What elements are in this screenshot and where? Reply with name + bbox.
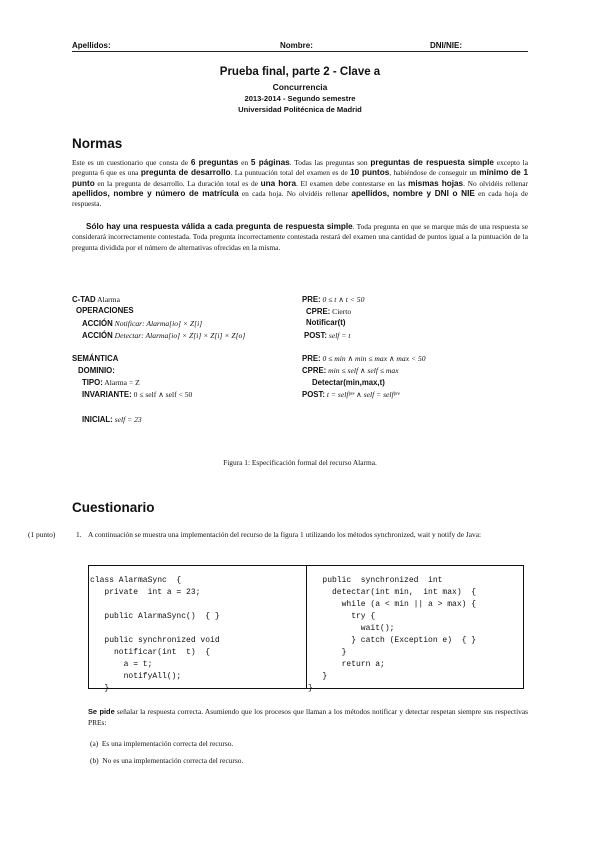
- normas-p1-segment: 10 puntos: [350, 168, 390, 178]
- normas-p1-segment: en la pregunta de desarrollo. La duración total es de: [94, 178, 261, 188]
- question-1-prompt: Se pide señalar la respuesta correcta. Asumiendo que los procesos que llaman a los métodos notificar y detectar respetan siempre sus respectivas PREs:: [88, 707, 528, 727]
- normas-p1-segment: Este es un cuestionario que consta de: [72, 158, 191, 167]
- figure-caption: Figura 1: Especificación formal del recurso Alarma.: [223, 458, 377, 467]
- normas-p2-segment: Sólo hay una respuesta válida a cada pregunta de respuesta simple: [86, 222, 353, 231]
- normas-p1-segment: , habiéndose de conseguir un: [389, 168, 480, 178]
- spec-post-notificar: POST: self = t: [304, 331, 351, 340]
- normas-p1-segment: en cada hoja. No olvidéis rellenar: [238, 188, 352, 198]
- normas-paragraph-1: [72, 158, 528, 209]
- normas-p2-segment: . Toda pregunta en que se marque más de una respuesta se considerará incorrectamente contestada. Toda pregunta incorrectamente contestada restará del examen una cantidad de puntos igual a la puntuación de la pregunta dividida por el número de alternativas ofrecidas en la misma.: [72, 222, 528, 252]
- normas-p1-segment: en: [238, 158, 251, 167]
- spec-operaciones: OPERACIONES: [76, 306, 134, 315]
- normas-p1-segment: preguntas de respuesta simple: [370, 158, 494, 167]
- normas-p1-segment: una hora: [260, 178, 297, 188]
- spec-pre-detectar: PRE: 0 ≤ min ∧ min ≤ max ∧ max < 50: [302, 354, 426, 363]
- spec-op-detectar: Detectar(min,max,t): [312, 378, 385, 387]
- question-1-points: (1 punto): [28, 530, 56, 539]
- nombre-label: Nombre:: [280, 41, 313, 50]
- cuestionario-heading: Cuestionario: [72, 500, 155, 515]
- exam-university: Universidad Politécnica de Madrid: [238, 105, 362, 114]
- spec-ctad: C-TAD Alarma: [72, 295, 120, 304]
- spec-cpre-notificar: CPRE: Cierto: [306, 307, 352, 316]
- normas-p1-segment: . El examen debe contestarse en las: [296, 178, 409, 188]
- normas-p1-segment: apellidos, nombre y DNI o NIE: [351, 188, 475, 198]
- normas-p1-segment: 6 preguntas: [190, 158, 239, 167]
- question-1-number: 1.: [76, 530, 82, 539]
- exam-subject: Concurrencia: [272, 82, 328, 92]
- option-a[interactable]: (a) Es una implementación correcta del recurso.: [90, 739, 234, 748]
- normas-p1-segment: mínimo de 1 punto: [72, 168, 529, 188]
- spec-dominio: DOMINIO:: [78, 366, 115, 375]
- header-rule: [72, 51, 528, 52]
- normas-p1-segment: excepto la pregunta 6 que es una: [72, 158, 528, 178]
- spec-inicial: INICIAL: self = 23: [82, 415, 142, 424]
- spec-semantica: SEMÁNTICA: [72, 354, 119, 363]
- normas-paragraph-2: [72, 222, 528, 253]
- code-right-column: public synchronized int detectar(int min, int max) { while (a < min || a > max) { try { wait(); } catch (Exception e) { } } return a; } }: [308, 576, 477, 693]
- spec-accion-notificar: ACCIÓN Notificar: Alarma[io] × Z[i]: [82, 319, 203, 328]
- normas-p1-segment: . La puntuación total del examen es de: [230, 168, 351, 178]
- question-1-text: A continuación se muestra una implementación del recurso de la figura 1 utilizando los métodos synchronized, wait y notify de Java:: [88, 530, 482, 539]
- code-left-column: class AlarmaSync { private int a = 23; public AlarmaSync() { } public synchronized void notificar(int t) { a = t; notifyAll(); }: [90, 576, 220, 693]
- spec-cpre-detectar: CPRE: min ≤ self ∧ self ≤ max: [302, 366, 399, 375]
- normas-heading: Normas: [72, 136, 123, 151]
- normas-p1-segment: . No olvidéis rellenar: [463, 178, 528, 188]
- normas-p1-segment: en cada hoja de respuesta.: [72, 188, 528, 209]
- code-column-separator: [306, 565, 307, 689]
- normas-p1-segment: 5 páginas: [250, 158, 290, 167]
- normas-p1-segment: apellidos, nombre y número de matrícula: [72, 188, 239, 198]
- dni-label: DNI/NIE:: [430, 41, 462, 50]
- spec-invariante: INVARIANTE: 0 ≤ self ∧ self < 50: [82, 390, 193, 399]
- normas-p1-segment: . Todas las preguntas son: [289, 158, 371, 167]
- exam-period: 2013-2014 - Segundo semestre: [244, 94, 356, 103]
- normas-p1-segment: mismas hojas: [408, 178, 464, 188]
- apellidos-label: Apellidos:: [72, 41, 111, 50]
- option-b[interactable]: (b) No es una implementación correcta del recurso.: [90, 756, 244, 765]
- spec-op-notificar: Notificar(t): [306, 318, 346, 327]
- spec-accion-detectar: ACCIÓN Detectar: Alarma[io] × Z[i] × Z[i] × Z[o]: [82, 331, 246, 340]
- spec-tipo: TIPO: Alarma = Z: [82, 378, 140, 387]
- exam-title: Prueba final, parte 2 - Clave a: [219, 66, 381, 78]
- spec-post-detectar: POST: t = selfᵖʳᵉ ∧ self = selfᵖʳᵉ: [302, 390, 400, 399]
- spec-pre-notificar: PRE: 0 ≤ t ∧ t < 50: [302, 295, 365, 304]
- normas-p1-segment: pregunta de desarrollo: [140, 168, 231, 178]
